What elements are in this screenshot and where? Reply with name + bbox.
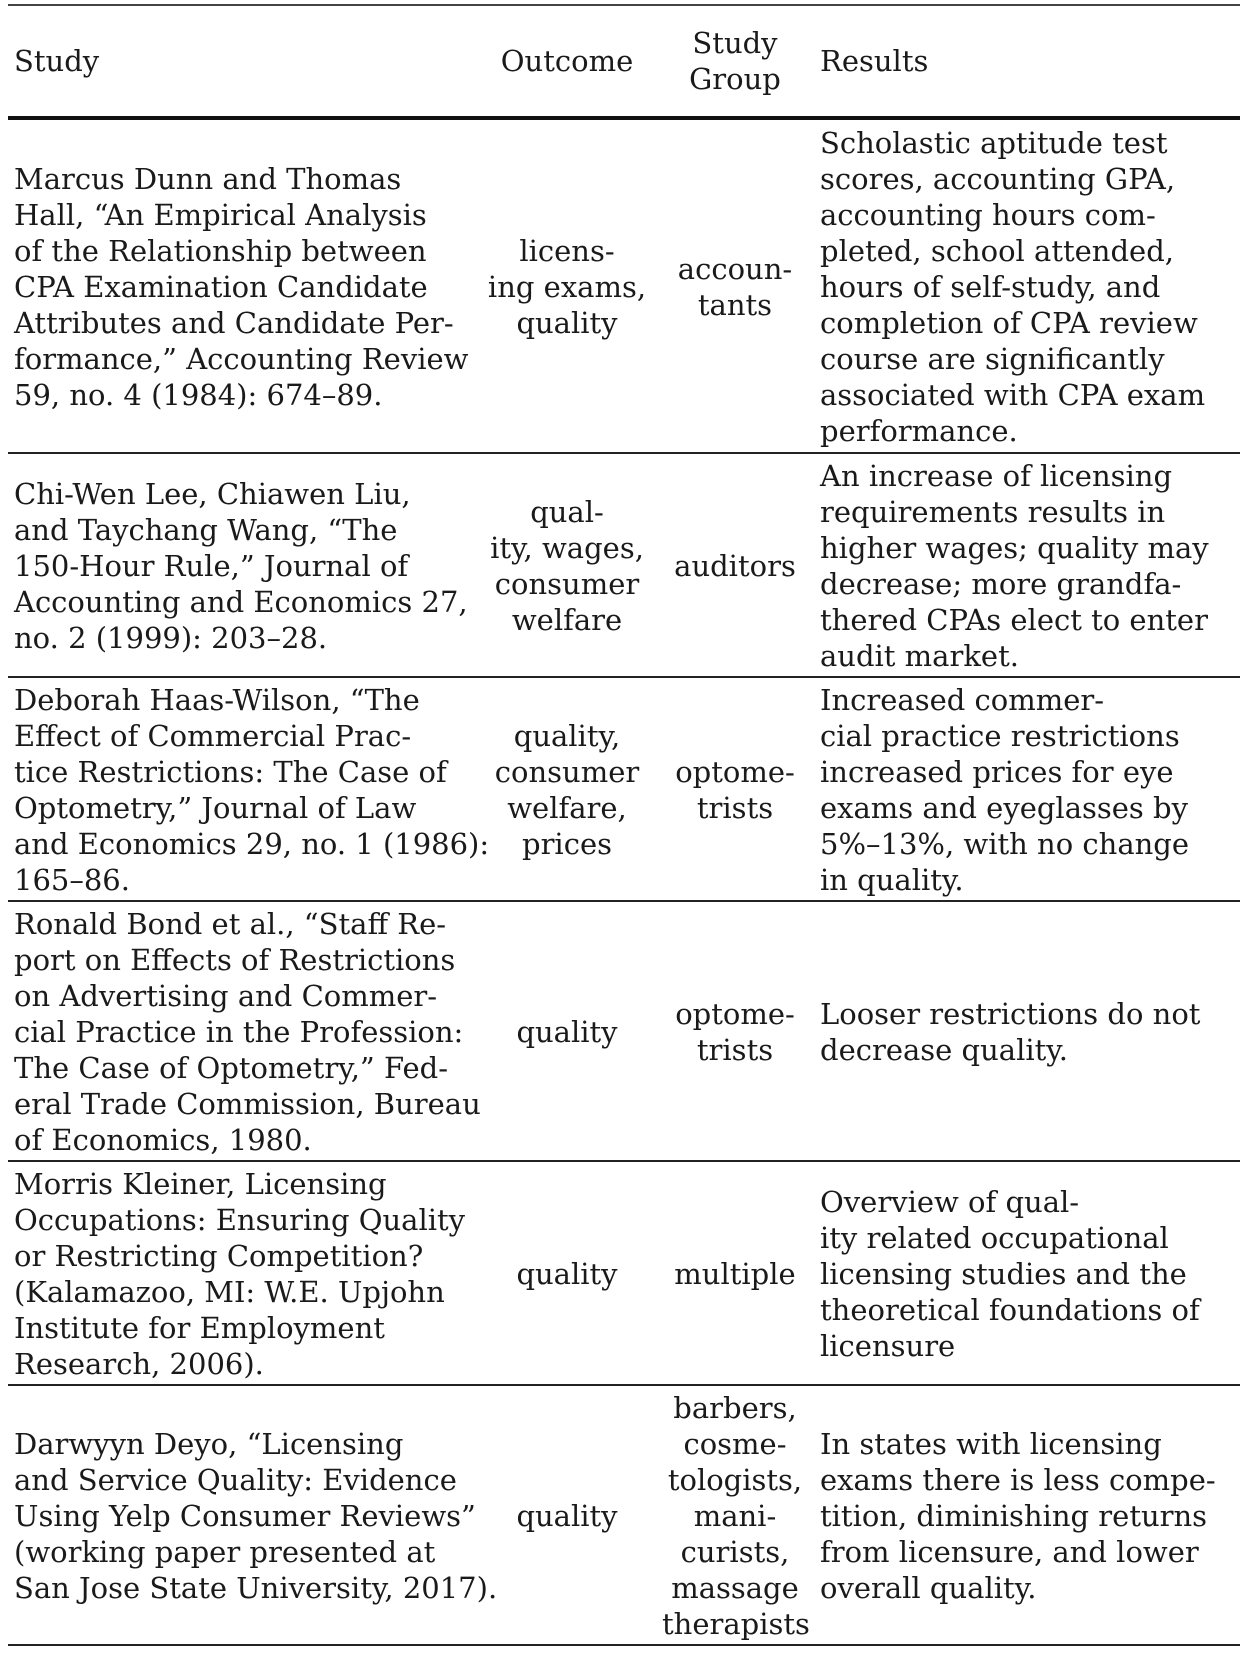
- results-cell-line: exams there is less compe-: [820, 1463, 1216, 1497]
- study-citation-line: formance,” Accounting Review: [14, 342, 469, 376]
- study-citation: [8, 901, 481, 1161]
- table-header: [8, 6, 1240, 118]
- header-study-group-line-1: Study: [692, 26, 778, 60]
- results-cell-line: higher wages; quality may: [820, 531, 1209, 565]
- results-cell-line: from licensure, and lower: [820, 1535, 1199, 1569]
- results-cell-line: licensing studies and the: [820, 1257, 1187, 1291]
- study-citation-line: Attributes and Candidate Per-: [14, 306, 454, 340]
- study-citation: [8, 453, 478, 677]
- study-citation-line: of Economics, 1980.: [14, 1123, 312, 1157]
- study-citation-line: cial Practice in the Profession:: [14, 1015, 464, 1049]
- results-cell-line: cial practice restrictions: [820, 719, 1180, 753]
- study-group-cell: [656, 118, 814, 453]
- studies-table: [8, 6, 1240, 1646]
- study-group-cell-line: therapists: [662, 1607, 810, 1641]
- outcome-cell-line: consumer: [494, 755, 640, 789]
- study-citation-line: Using Yelp Consumer Reviews”: [14, 1499, 476, 1533]
- table-row: [8, 1161, 1240, 1385]
- study-citation-line: San Jose State University, 2017).: [14, 1571, 498, 1605]
- study-group-cell-line: accoun-: [677, 252, 793, 286]
- results-cell-line: in quality.: [820, 863, 964, 897]
- study-group-cell-line: massage: [671, 1571, 799, 1605]
- study-citation-line: Accounting and Economics 27,: [14, 585, 468, 619]
- table-body: [8, 118, 1240, 1645]
- table-row: [8, 453, 1240, 677]
- results-cell-line: ity related occupational: [820, 1221, 1169, 1255]
- outcome-cell-line: quality,: [513, 719, 621, 753]
- results-cell-line: exams and eyeglasses by: [820, 791, 1188, 825]
- outcome-cell-line: welfare: [511, 603, 623, 637]
- study-group-cell: [656, 677, 814, 901]
- study-citation-line: 59, no. 4 (1984): 674–89.: [14, 378, 383, 412]
- study-citation-line: Darwyyn Deyo, “Licensing: [14, 1427, 404, 1461]
- study-group-cell: [656, 1385, 814, 1645]
- study-citation-line: and Taychang Wang, “The: [14, 513, 398, 547]
- results-cell: [814, 1385, 1240, 1645]
- results-cell: [814, 118, 1240, 453]
- results-cell-line: Scholastic aptitude test: [820, 126, 1168, 160]
- results-cell: [814, 901, 1240, 1161]
- study-citation-line: of the Relationship between: [14, 234, 427, 268]
- header-study-group-line-2: Group: [689, 62, 781, 96]
- results-cell: [814, 1161, 1240, 1385]
- results-cell-line: licensure: [820, 1329, 956, 1363]
- results-cell-line: theoretical foundations of: [820, 1293, 1200, 1327]
- study-group-cell-line: auditors: [674, 549, 796, 583]
- table-row: [8, 901, 1240, 1161]
- results-cell-line: overall quality.: [820, 1571, 1037, 1605]
- outcome-cell-line: quality: [516, 1257, 618, 1291]
- study-group-cell-line: cosme-: [683, 1427, 787, 1461]
- study-citation-line: (working paper presented at: [14, 1535, 436, 1569]
- study-citation-line: Chi-Wen Lee, Chiawen Liu,: [14, 477, 411, 511]
- study-citation-line: Optometry,” Journal of Law: [14, 791, 417, 825]
- study-citation-line: 150-Hour Rule,” Journal of: [14, 549, 409, 583]
- study-group-cell-line: multiple: [674, 1257, 796, 1291]
- results-cell-line: Overview of qual-: [820, 1185, 1080, 1219]
- study-citation: [8, 1385, 498, 1645]
- results-cell-line: scores, accounting GPA,: [820, 162, 1176, 196]
- results-cell-line: tition, diminishing returns: [820, 1499, 1208, 1533]
- study-citation: [8, 1161, 478, 1385]
- outcome-cell-line: welfare,: [507, 791, 627, 825]
- outcome-cell: [478, 453, 656, 677]
- outcome-cell: [478, 118, 656, 453]
- outcome-cell-line: ing exams,: [487, 270, 647, 304]
- study-group-cell-line: curists,: [680, 1535, 790, 1569]
- outcome-cell-line: quality: [516, 1499, 618, 1533]
- outcome-cell: [478, 1385, 656, 1645]
- study-group-cell-line: tologists,: [667, 1463, 803, 1497]
- study-group-cell-line: barbers,: [673, 1391, 797, 1425]
- study-group-cell: [656, 901, 814, 1161]
- results-cell-line: pleted, school attended,: [820, 234, 1174, 268]
- table-row: [8, 118, 1240, 453]
- results-cell-line: accounting hours com-: [820, 198, 1156, 232]
- study-group-cell-line: mani-: [693, 1499, 777, 1533]
- study-citation-line: no. 2 (1999): 203–28.: [14, 621, 328, 655]
- header-row: [8, 6, 1240, 118]
- outcome-cell: [478, 1161, 656, 1385]
- study-citation-line: and Economics 29, no. 1 (1986):: [14, 827, 490, 861]
- study-citation-line: on Advertising and Commer-: [14, 979, 438, 1013]
- study-citation-line: Effect of Commercial Prac-: [14, 719, 412, 753]
- study-citation-line: Institute for Employment: [14, 1311, 385, 1345]
- table-row: [8, 677, 1240, 901]
- results-cell-line: performance.: [820, 414, 1018, 448]
- study-citation-line: Occupations: Ensuring Quality: [14, 1203, 466, 1237]
- study-group-cell-line: optome-: [675, 755, 795, 789]
- outcome-cell-line: ity, wages,: [490, 531, 644, 565]
- outcome-cell-line: qual-: [530, 495, 604, 529]
- results-cell-line: course are significantly: [820, 342, 1165, 376]
- results-cell-line: Looser restrictions do not: [820, 997, 1201, 1031]
- results-cell-line: hours of self-study, and: [820, 270, 1161, 304]
- study-citation-line: (Kalamazoo, MI: W.E. Upjohn: [14, 1275, 445, 1309]
- results-cell-line: decrease quality.: [820, 1033, 1069, 1067]
- study-citation-line: Ronald Bond et al., “Staff Re-: [14, 907, 447, 941]
- header-study-group: [656, 6, 814, 118]
- header-results: Results: [814, 6, 1240, 118]
- results-cell-line: decrease; more grandfa-: [820, 567, 1182, 601]
- table-row: [8, 1385, 1240, 1645]
- header-study: Study: [8, 6, 478, 118]
- results-cell: [814, 677, 1240, 901]
- study-citation-line: or Restricting Competition?: [14, 1239, 424, 1273]
- results-cell-line: increased prices for eye: [820, 755, 1174, 789]
- results-cell-line: In states with licensing: [820, 1427, 1162, 1461]
- results-cell-line: Increased commer-: [820, 683, 1105, 717]
- header-outcome: Outcome: [478, 6, 656, 118]
- results-cell-line: requirements results in: [820, 495, 1166, 529]
- outcome-cell-line: prices: [522, 827, 612, 861]
- study-citation-line: Deborah Haas-Wilson, “The: [14, 683, 420, 717]
- study-group-cell: [656, 1161, 814, 1385]
- results-cell-line: completion of CPA review: [820, 306, 1198, 340]
- study-group-cell-line: optome-: [675, 997, 795, 1031]
- study-citation-line: CPA Examination Candidate: [14, 270, 428, 304]
- study-citation: [8, 118, 478, 453]
- study-citation-line: Hall, “An Empirical Analysis: [14, 198, 427, 232]
- results-cell-line: thered CPAs elect to enter: [820, 603, 1208, 637]
- outcome-cell-line: licens-: [519, 234, 615, 268]
- results-cell-line: An increase of licensing: [820, 459, 1173, 493]
- results-cell-line: 5%–13%, with no change: [820, 827, 1190, 861]
- study-citation-line: port on Effects of Restrictions: [14, 943, 456, 977]
- outcome-cell: [478, 901, 656, 1161]
- outcome-cell-line: quality: [516, 1015, 618, 1049]
- study-citation-line: and Service Quality: Evidence: [14, 1463, 457, 1497]
- study-citation-line: Morris Kleiner, Licensing: [14, 1167, 387, 1201]
- study-citation-line: eral Trade Commission, Bureau: [14, 1087, 481, 1121]
- results-cell-line: associated with CPA exam: [820, 378, 1206, 412]
- outcome-cell: [478, 677, 656, 901]
- outcome-cell-line: quality: [516, 306, 618, 340]
- study-citation-line: tice Restrictions: The Case of: [14, 755, 447, 789]
- study-citation-line: Marcus Dunn and Thomas: [14, 162, 402, 196]
- study-group-cell-line: trists: [696, 791, 774, 825]
- study-group-cell-line: tants: [697, 288, 773, 322]
- study-citation-line: 165–86.: [14, 863, 130, 897]
- results-cell-line: audit market.: [820, 639, 1019, 673]
- study-citation: [8, 677, 490, 901]
- results-cell: [814, 453, 1240, 677]
- study-group-cell-line: trists: [696, 1033, 774, 1067]
- study-group-cell: [656, 453, 814, 677]
- study-citation-line: The Case of Optometry,” Fed-: [14, 1051, 449, 1085]
- outcome-cell-line: consumer: [494, 567, 640, 601]
- study-citation-line: Research, 2006).: [14, 1347, 264, 1381]
